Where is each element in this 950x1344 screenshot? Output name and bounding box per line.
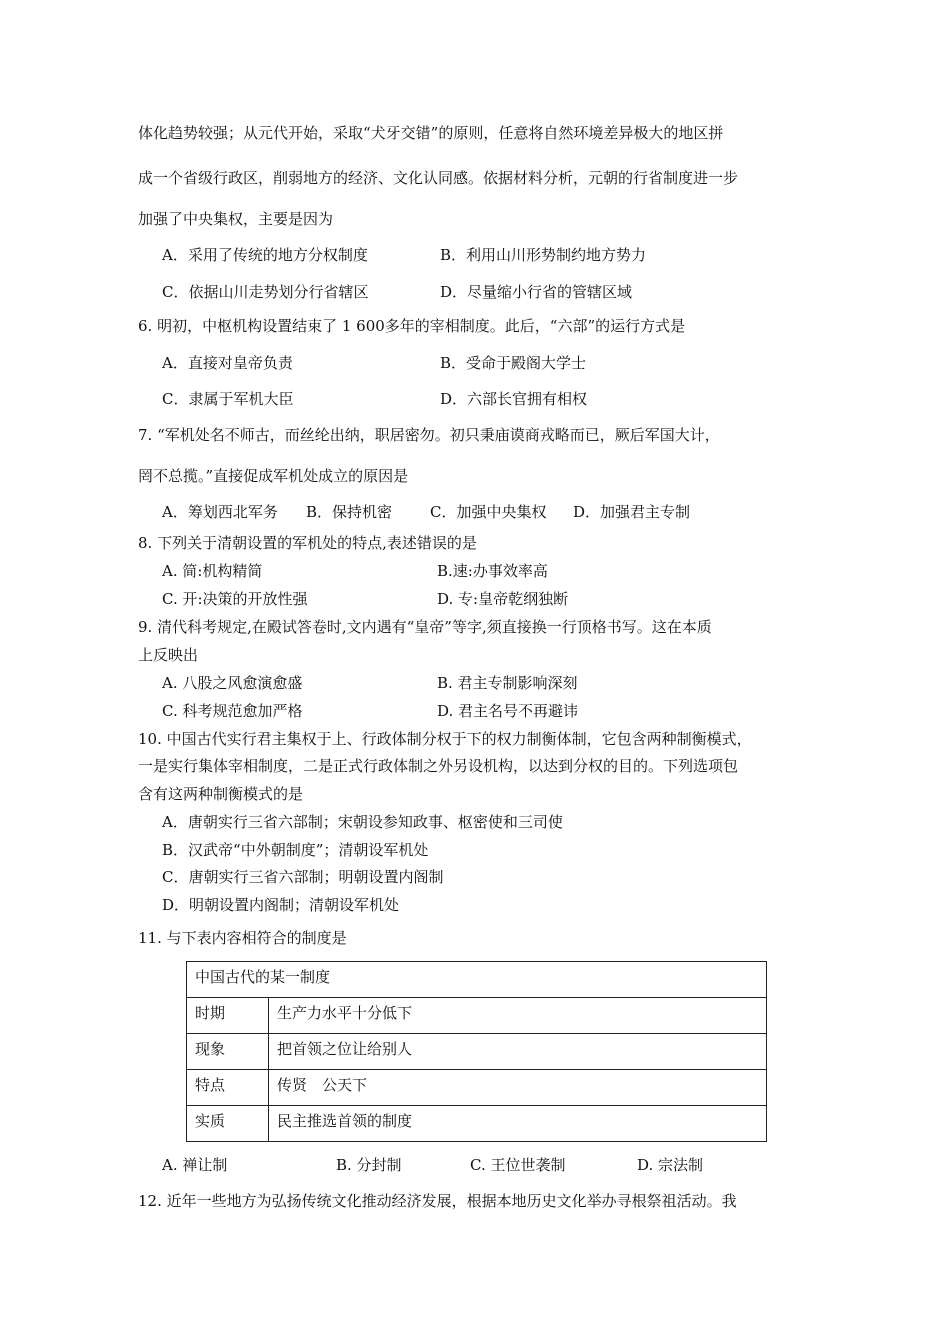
q11-option-c: C. 王位世袭制 bbox=[470, 1156, 566, 1174]
q8-option-a: A. 简:机构精简 bbox=[162, 562, 263, 580]
q8-option-b: B.速:办事效率高 bbox=[437, 562, 548, 580]
q7-option-c: C．加强中央集权 bbox=[430, 503, 547, 521]
q9-option-c: C. 科考规范愈加严格 bbox=[162, 702, 303, 720]
table-value-period: 生产力水平十分低下 bbox=[269, 998, 767, 1034]
q6-option-c: C．隶属于军机大臣 bbox=[162, 390, 294, 408]
table-value-essence: 民主推选首领的制度 bbox=[269, 1106, 767, 1142]
q11-option-b: B. 分封制 bbox=[336, 1156, 402, 1174]
table-value-phenomenon: 把首领之位让给别人 bbox=[269, 1034, 767, 1070]
q9-option-a: A. 八股之风愈演愈盛 bbox=[162, 674, 303, 692]
table-key-phenomenon: 现象 bbox=[187, 1034, 269, 1070]
q8-stem: 8. 下列关于清朝设置的军机处的特点,表述错误的是 bbox=[138, 534, 477, 552]
table-row bbox=[187, 1070, 767, 1106]
q9-stem-line-2: 上反映出 bbox=[138, 646, 199, 664]
q7-option-d: D．加强君主专制 bbox=[573, 503, 691, 521]
q9-option-d: D. 君主名号不再避讳 bbox=[437, 702, 579, 720]
q7-option-a: A．筹划西北军务 bbox=[162, 503, 278, 521]
q7-stem-line-2: 罔不总揽。”直接促成军机处成立的原因是 bbox=[138, 467, 409, 485]
intro-line-1: 体化趋势较强；从元代开始，采取“犬牙交错”的原则，任意将自然环境差异极大的地区拼 bbox=[138, 124, 724, 142]
q11-table bbox=[186, 961, 767, 1142]
q5-option-b: B．利用山川形势制约地方势力 bbox=[440, 246, 647, 264]
q11-option-a: A. 禅让制 bbox=[162, 1156, 228, 1174]
q5-option-d: D．尽量缩小行省的管辖区域 bbox=[440, 283, 633, 301]
q11-stem: 11. 与下表内容相符合的制度是 bbox=[138, 929, 347, 947]
q8-option-c: C. 开:决策的开放性强 bbox=[162, 590, 308, 608]
q9-stem-line-1: 9. 清代科考规定,在殿试答卷时,文内遇有“皇帝”等字,须直接换一行顶格书写。这在本质 bbox=[138, 618, 712, 636]
q9-option-b: B. 君主专制影响深刻 bbox=[437, 674, 578, 692]
intro-line-2: 成一个省级行政区，削弱地方的经济、文化认同感。依据材料分析，元朝的行省制度进一步 bbox=[138, 169, 739, 187]
table-key-period: 时期 bbox=[187, 998, 269, 1034]
q10-option-d: D．明朝设置内阁制；清朝设军机处 bbox=[162, 896, 400, 914]
q11-option-d: D. 宗法制 bbox=[637, 1156, 704, 1174]
q6-option-b: B．受命于殿阁大学士 bbox=[440, 354, 587, 372]
table-key-feature: 特点 bbox=[187, 1070, 269, 1106]
table-title: 中国古代的某一制度 bbox=[187, 962, 767, 998]
q12-stem: 12. 近年一些地方为弘扬传统文化推动经济发展，根据本地历史文化举办寻根祭祖活动。我 bbox=[138, 1192, 737, 1210]
q10-stem-line-2: 一是实行集体宰相制度，二是正式行政体制之外另设机构，以达到分权的目的。下列选项包 bbox=[138, 757, 739, 775]
q8-option-d: D. 专:皇帝乾纲独断 bbox=[437, 590, 569, 608]
table-title-row bbox=[187, 962, 767, 998]
q10-stem-line-1: 10. 中国古代实行君主集权于上、行政体制分权于下的权力制衡体制，它包含两种制衡模式， bbox=[138, 730, 752, 748]
q7-stem-line-1: 7. “军机处名不师古，而丝纶出纳，职居密勿。初只秉庙谟商戎略而已，厥后军国大计， bbox=[138, 426, 720, 444]
q10-option-a: A．唐朝实行三省六部制；宋朝设参知政事、枢密使和三司使 bbox=[162, 813, 563, 831]
table-value-feature: 传贤 公天下 bbox=[269, 1070, 767, 1106]
intro-line-3: 加强了中央集权，主要是因为 bbox=[138, 210, 334, 228]
q10-option-c: C．唐朝实行三省六部制；明朝设置内阁制 bbox=[162, 868, 444, 886]
q6-option-a: A．直接对皇帝负责 bbox=[162, 354, 293, 372]
q5-option-c: C．依据山川走势划分行省辖区 bbox=[162, 283, 369, 301]
table-row bbox=[187, 998, 767, 1034]
q10-stem-line-3: 含有这两种制衡模式的是 bbox=[138, 785, 304, 803]
table-row bbox=[187, 1034, 767, 1070]
q7-option-b: B．保持机密 bbox=[306, 503, 393, 521]
q10-option-b: B．汉武帝“中外朝制度”；清朝设军机处 bbox=[162, 841, 429, 859]
q6-option-d: D．六部长官拥有相权 bbox=[440, 390, 588, 408]
q6-stem: 6. 明初，中枢机构设置结束了 1 600多年的宰相制度。此后，“六部”的运行方式是 bbox=[138, 317, 686, 335]
table-key-essence: 实质 bbox=[187, 1106, 269, 1142]
q5-option-a: A．采用了传统的地方分权制度 bbox=[162, 246, 368, 264]
table-row bbox=[187, 1106, 767, 1142]
